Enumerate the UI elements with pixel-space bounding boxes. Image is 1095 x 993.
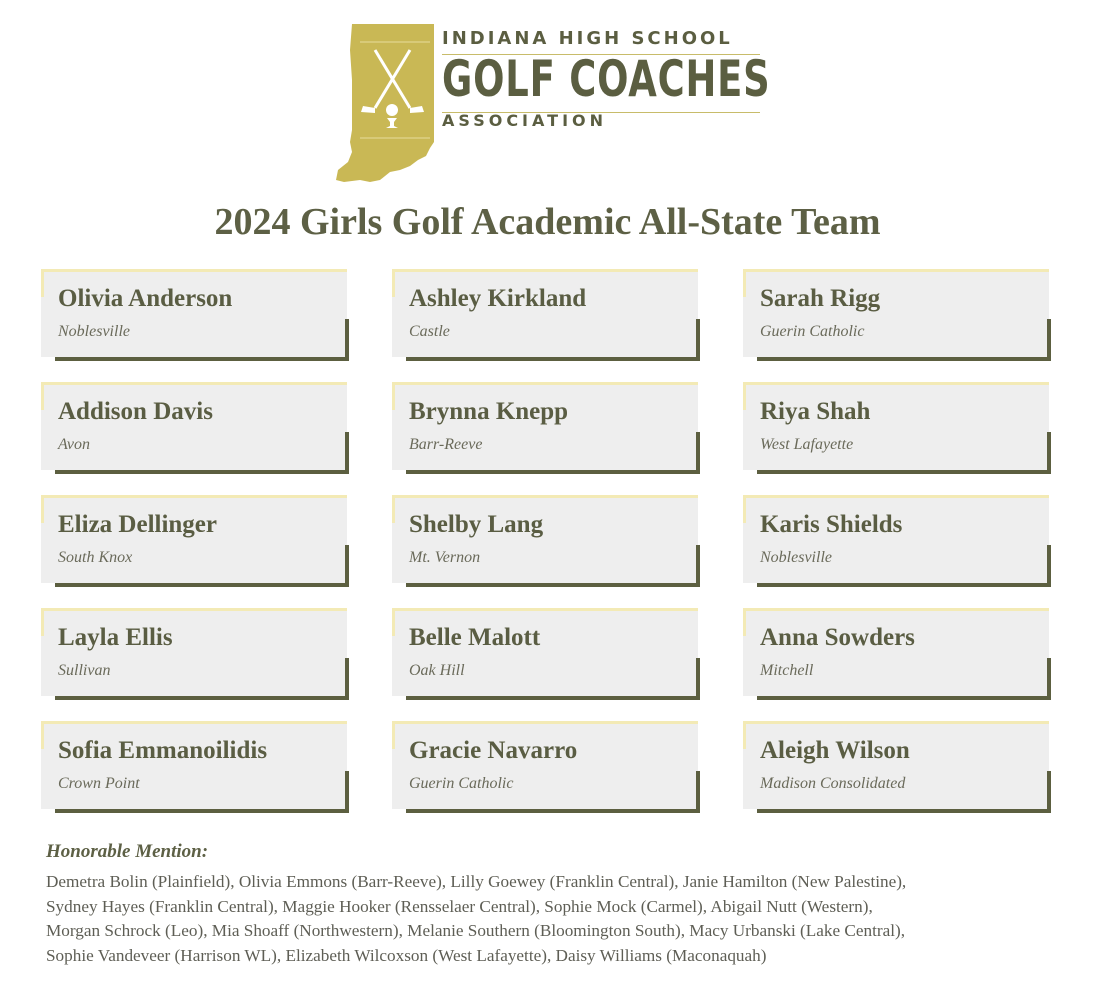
honorable-mention-line: Morgan Schrock (Leo), Mia Shoaff (Northwestern), Melanie Southern (Bloomington South), Macy Urbanski (Lake Central), (46, 921, 906, 940)
honoree-school: Castle (409, 323, 450, 340)
honoree-school: Noblesville (58, 323, 130, 340)
honorable-mention-list (46, 870, 1056, 968)
honoree-name: Olivia Anderson (58, 285, 233, 312)
indiana-golf-emblem-icon (330, 20, 440, 185)
honoree-name: Shelby Lang (409, 511, 544, 538)
honoree-name: Ashley Kirkland (409, 285, 587, 312)
honoree-card (392, 269, 700, 361)
logo-line-2: GOLF COACHES (442, 50, 771, 108)
honorable-mention-line: Demetra Bolin (Plainfield), Olivia Emmons (Barr-Reeve), Lilly Goewey (Franklin Central), Janie Hamilton (New Palestine), (46, 872, 907, 891)
honoree-card (743, 495, 1051, 587)
honoree-card (41, 495, 349, 587)
honoree-name: Belle Malott (409, 624, 541, 651)
honoree-card (41, 721, 349, 813)
honoree-school: Noblesville (760, 549, 832, 566)
honoree-school: South Knox (58, 549, 133, 566)
honoree-name: Sarah Rigg (760, 285, 881, 312)
honoree-name: Layla Ellis (58, 624, 173, 651)
honoree-name: Gracie Navarro (409, 737, 578, 764)
honoree-card (743, 608, 1051, 700)
honoree-card (392, 382, 700, 474)
honoree-name: Aleigh Wilson (760, 737, 910, 764)
honoree-school: Guerin Catholic (760, 323, 865, 340)
honoree-school: Oak Hill (409, 662, 465, 679)
honoree-card (41, 269, 349, 361)
honoree-name: Anna Sowders (760, 624, 915, 651)
honoree-school: Sullivan (58, 662, 111, 679)
honoree-card (392, 608, 700, 700)
honoree-school: Mitchell (760, 662, 814, 679)
honoree-card (41, 608, 349, 700)
honoree-name: Sofia Emmanoilidis (58, 737, 268, 764)
honoree-school: Guerin Catholic (409, 775, 514, 792)
honoree-card (392, 721, 700, 813)
honoree-name: Karis Shields (760, 511, 903, 538)
honorable-mention-heading: Honorable Mention: (46, 841, 209, 862)
logo-line-3: ASSOCIATION (442, 111, 608, 130)
honoree-school: Crown Point (58, 775, 140, 792)
honoree-card (392, 495, 700, 587)
association-logo (330, 20, 770, 185)
honoree-name: Eliza Dellinger (58, 511, 217, 538)
page-title: 2024 Girls Golf Academic All-State Team (214, 201, 881, 243)
honoree-school: West Lafayette (760, 436, 854, 453)
honoree-card (743, 269, 1051, 361)
honoree-school: Avon (58, 436, 90, 453)
honorable-mention-line: Sydney Hayes (Franklin Central), Maggie Hooker (Rensselaer Central), Sophie Mock (Carmel), Abigail Nutt (Western), (46, 896, 873, 916)
honoree-card (743, 721, 1051, 813)
logo-line-1: INDIANA HIGH SCHOOL (442, 28, 733, 49)
honoree-card (743, 382, 1051, 474)
honoree-card (41, 382, 349, 474)
honoree-name: Addison Davis (58, 398, 213, 425)
honoree-name: Riya Shah (760, 398, 871, 425)
honoree-name: Brynna Knepp (409, 398, 569, 425)
honoree-school: Barr-Reeve (409, 436, 483, 453)
honoree-school: Madison Consolidated (760, 775, 906, 792)
honoree-school: Mt. Vernon (409, 549, 481, 566)
honorable-mention-line: Sophie Vandeveer (Harrison WL), Elizabeth Wilcoxson (West Lafayette), Daisy Williams (Maconaquah) (46, 945, 767, 965)
